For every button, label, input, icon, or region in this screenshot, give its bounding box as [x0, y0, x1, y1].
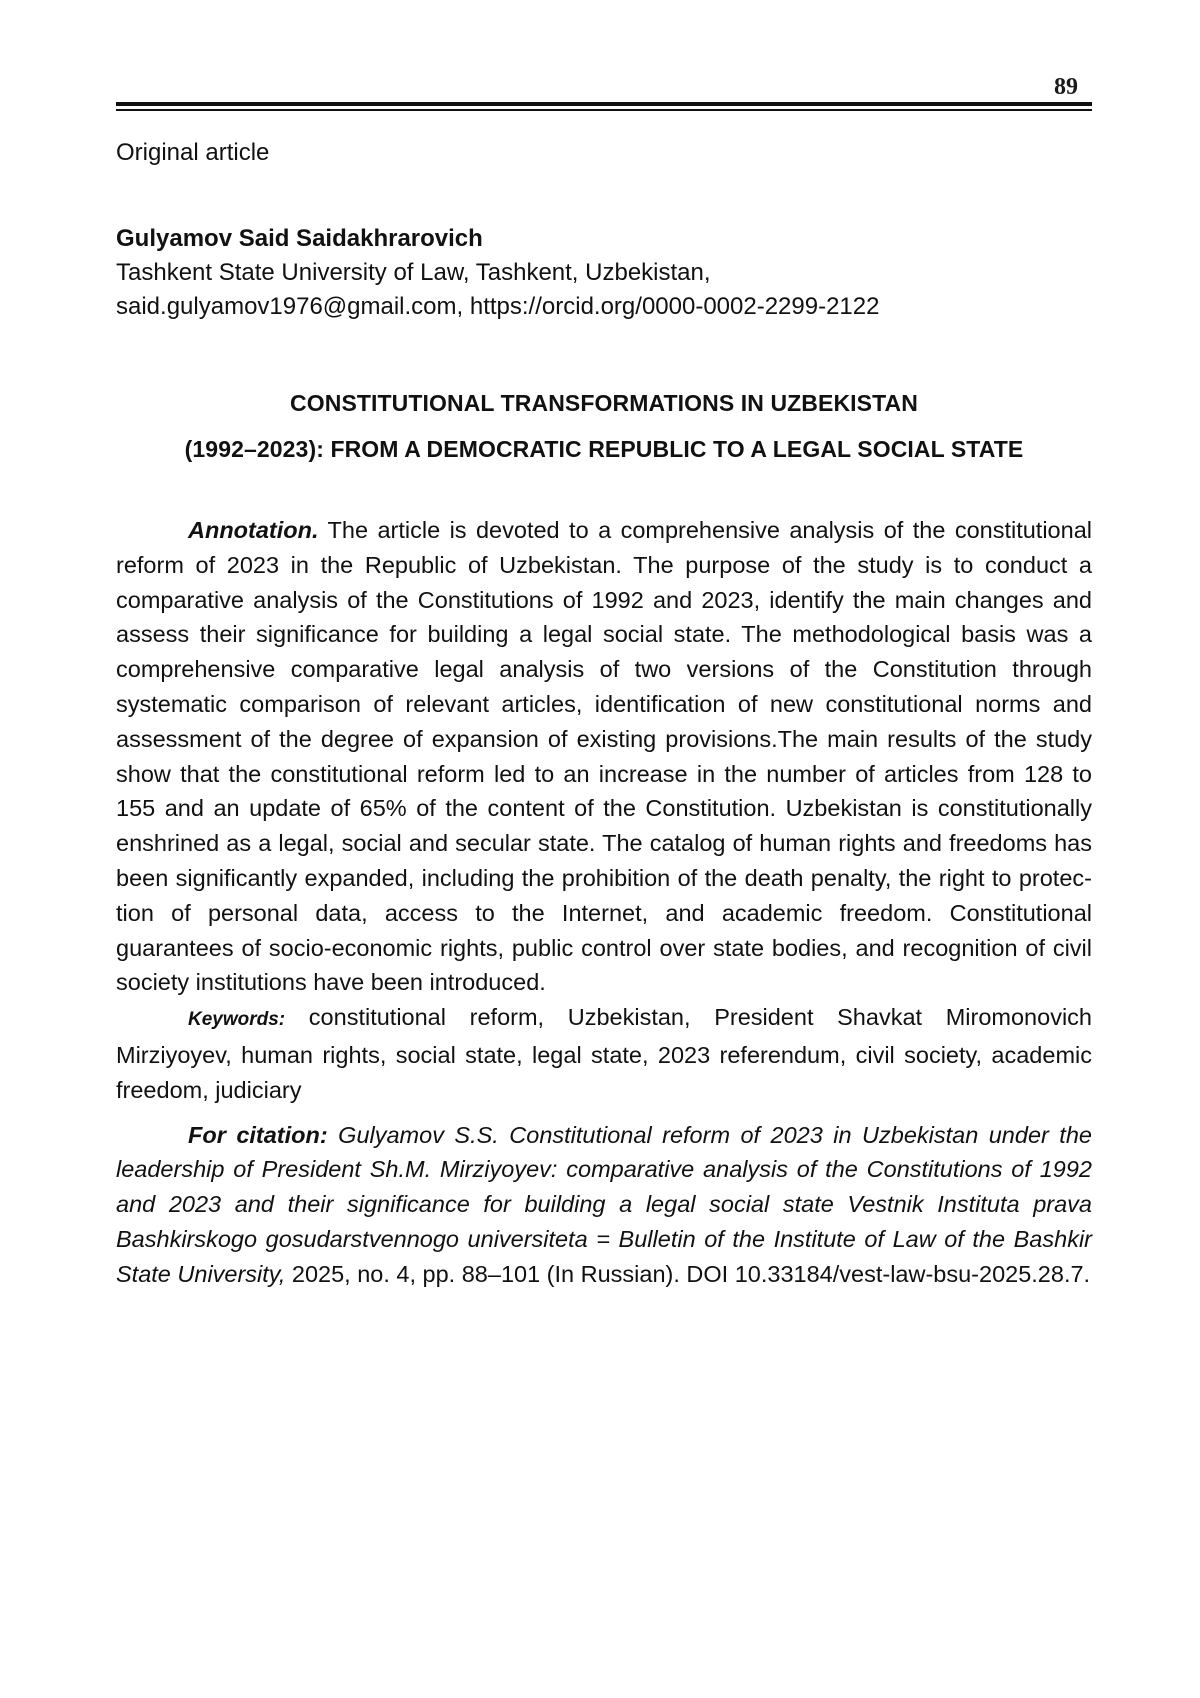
keywords-paragraph	[116, 1000, 1092, 1107]
abstract-section	[116, 513, 1092, 1292]
author-block	[116, 222, 1092, 324]
header-rule-thin	[116, 109, 1092, 111]
article-type: Original article	[116, 139, 270, 166]
citation-paragraph	[116, 1118, 1092, 1292]
keywords-text: constitutional reform, Uzbekistan, President Shavkat Miromonovich Mirziyoyev, human rights, social state, legal state, 2023 referendum, civil society, academic freedom, judiciary	[116, 1004, 1092, 1103]
author-contacts: said.gulyamov1976@gmail.com, https://orcid.org/0000-0002-2299-2122	[116, 293, 880, 320]
annotation-text: The article is devoted to a comprehensive analysis of the constitutional reform of 2023 in the Republic of Uzbekistan. The purpose of the study is to conduct a comparative analysis of the Constitutions of 1992 and 2023, identify the main changes and assess their significance for building a legal social state. The methodological basis was a comprehensive comparative legal analysis of two versions of the Constitution through systematic comparison of relevant articles, identification of new constitutional norms and assessment of the degree of expansion of existing provisions.The main results of the study show that the constitutional reform led to an increase in the number of articles from 128 to 155 and an update of 65% of the content of the Constitution. Uzbekistan is constitutionally enshrined as a legal, social and secular state. The catalog of human rights and freedoms has been significantly expanded, including the prohibition of the death penalty, the right to protection of personal data, access to the Internet, and academic freedom. Constitutional guarantees of socio-economic rights, public control over state bodies, and recognition of civil society institutions have been introduced.	[116, 517, 1092, 996]
article-title	[116, 380, 1092, 472]
article-title-line-1: CONSTITUTIONAL TRANSFORMATIONS IN UZBEKISTAN	[290, 390, 918, 416]
keywords-label: Keywords:	[188, 1009, 286, 1031]
citation-label: For citation:	[188, 1121, 328, 1148]
article-title-line-2: (1992–2023): FROM A DEMOCRATIC REPUBLIC TO A LEGAL SOCIAL STATE	[184, 436, 1024, 462]
citation-italic-text: Gulyamov S.S. Constitutional reform of 2023 in Uzbekistan under the leadership of President Sh.M. Mirziyoyev: comparative analysis of the Constitutions of 1992 and 2023 and their significance for building a legal social state Vestnik Instituta prava Bashkirskogo gosudarstvennogo universiteta = Bulletin of the Institute of Law of the Bashkir State University,	[116, 1121, 1092, 1287]
running-header	[116, 70, 1092, 110]
citation-plain-text: 2025, no. 4, pp. 88–101 (In Russian). DOI 10.33184/vest-law-bsu-2025.28.7.	[285, 1260, 1091, 1287]
author-affiliation: Tashkent State University of Law, Tashkent, Uzbekistan,	[116, 259, 711, 286]
annotation-label: Annotation.	[188, 517, 319, 543]
annotation-paragraph	[116, 513, 1092, 1000]
header-rule-thick	[116, 102, 1092, 106]
author-name: Gulyamov Said Saidakhrarovich	[116, 225, 483, 252]
page-number: 89	[1054, 74, 1078, 100]
